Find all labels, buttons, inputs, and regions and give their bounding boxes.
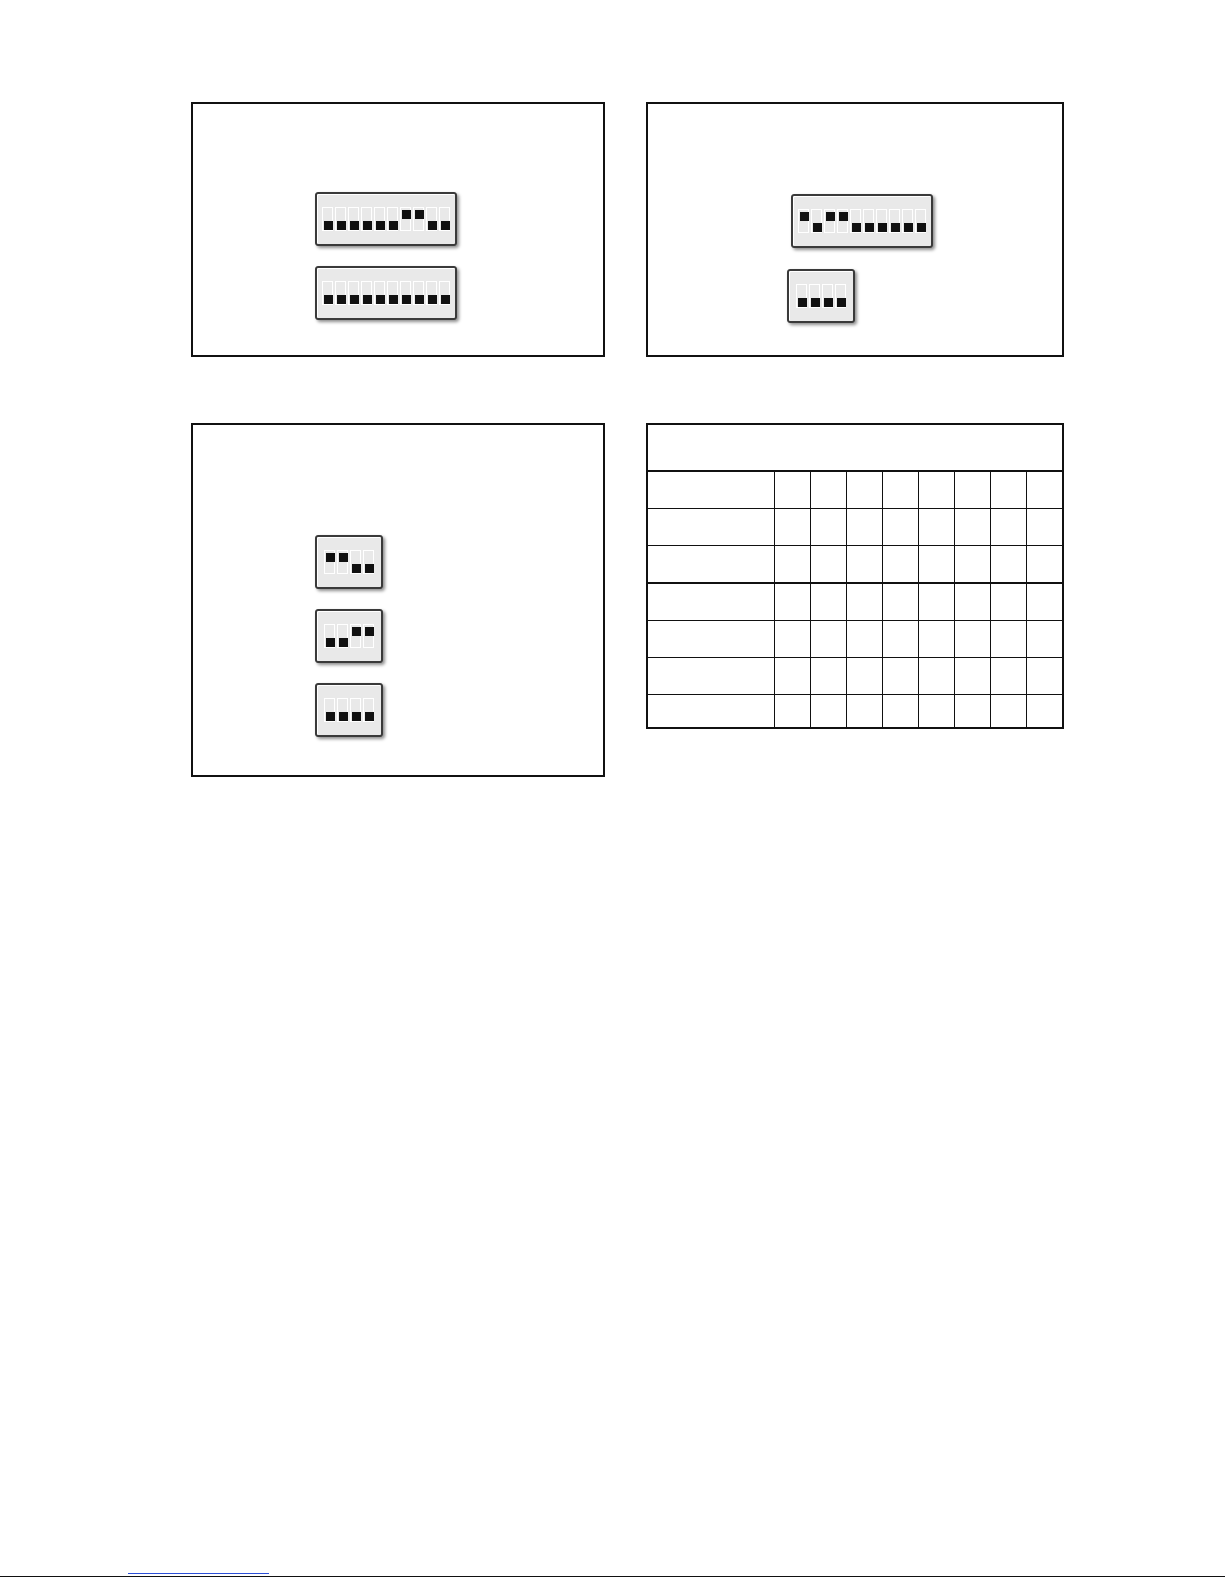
switch-knob	[878, 223, 887, 232]
dip-switch-4d[interactable]	[315, 683, 383, 737]
switch-slot[interactable]	[809, 284, 820, 308]
table-cell	[775, 583, 811, 621]
panel-top-left	[191, 102, 605, 357]
switch-knob	[865, 223, 874, 232]
switch-slot[interactable]	[387, 207, 398, 231]
switch-slot[interactable]	[426, 207, 437, 231]
table-cell	[846, 509, 882, 546]
table-cell	[954, 658, 990, 695]
switch-knob	[326, 553, 335, 562]
switch-knob	[826, 212, 835, 221]
switch-knob	[428, 295, 437, 304]
switch-knob	[441, 221, 450, 230]
table-cell	[775, 471, 811, 509]
switch-slot[interactable]	[426, 281, 437, 305]
dip-switch-4b[interactable]	[315, 535, 383, 589]
switch-knob	[326, 638, 335, 647]
switch-slot[interactable]	[439, 281, 450, 305]
switch-knob	[904, 223, 913, 232]
switch-slot[interactable]	[337, 698, 348, 722]
table-cell	[648, 509, 775, 546]
switch-knob	[365, 712, 374, 721]
switch-slot[interactable]	[798, 209, 809, 233]
table-cell	[810, 471, 846, 509]
switch-knob	[839, 212, 848, 221]
table-row	[648, 546, 1062, 584]
table-row	[648, 621, 1062, 658]
table-cell	[1026, 583, 1062, 621]
switch-knob	[352, 564, 361, 573]
table-cell	[810, 658, 846, 695]
table-cell	[648, 695, 775, 728]
switch-knob	[824, 298, 833, 307]
table-cell	[990, 471, 1026, 509]
table-row	[648, 583, 1062, 621]
switch-slot[interactable]	[837, 209, 848, 233]
dip-switch-10b[interactable]	[315, 266, 457, 320]
table-cell	[846, 583, 882, 621]
switch-slot[interactable]	[387, 281, 398, 305]
switch-knob	[891, 223, 900, 232]
table-cell	[775, 695, 811, 728]
switch-slot[interactable]	[350, 698, 361, 722]
switch-knob	[376, 295, 385, 304]
switch-slot[interactable]	[439, 207, 450, 231]
table-row	[648, 471, 1062, 509]
table-cell	[1026, 658, 1062, 695]
panel-bottom-left	[191, 423, 605, 777]
switch-slot[interactable]	[863, 209, 874, 233]
panel-top-right	[646, 102, 1064, 357]
switch-slot[interactable]	[322, 281, 333, 305]
switch-slot[interactable]	[811, 209, 822, 233]
switch-knob	[811, 298, 820, 307]
table-cell	[882, 621, 918, 658]
dip-switch-4c[interactable]	[315, 609, 383, 663]
table-cell	[954, 509, 990, 546]
switch-slot[interactable]	[363, 550, 374, 574]
switch-slot[interactable]	[902, 209, 913, 233]
switch-knob	[428, 221, 437, 230]
switch-knob	[339, 638, 348, 647]
switch-knob	[339, 553, 348, 562]
table-cell	[990, 546, 1026, 584]
switch-knob	[337, 221, 346, 230]
switch-slot[interactable]	[363, 624, 374, 648]
table-cell	[846, 658, 882, 695]
switch-knob	[352, 712, 361, 721]
switch-knob	[415, 210, 424, 219]
table-cell	[882, 658, 918, 695]
table-cell	[918, 546, 954, 584]
table-cell	[990, 658, 1026, 695]
table-cell	[918, 509, 954, 546]
table-cell	[918, 658, 954, 695]
table-cell	[810, 621, 846, 658]
table-cell	[810, 583, 846, 621]
switch-slot[interactable]	[400, 281, 411, 305]
switch-knob	[402, 295, 411, 304]
switch-knob	[852, 223, 861, 232]
table-cell	[954, 546, 990, 584]
switch-slot[interactable]	[361, 281, 372, 305]
switch-slot[interactable]	[337, 624, 348, 648]
table-cell	[648, 546, 775, 584]
switch-slot[interactable]	[350, 550, 361, 574]
dip-switch-4a[interactable]	[787, 269, 855, 323]
switch-slot[interactable]	[350, 624, 361, 648]
switch-slot[interactable]	[335, 207, 346, 231]
settings-table	[646, 423, 1064, 729]
switch-slot[interactable]	[374, 207, 385, 231]
switch-knob	[389, 221, 398, 230]
switch-knob	[798, 298, 807, 307]
table-row	[648, 509, 1062, 546]
switch-knob	[324, 295, 333, 304]
table-cell	[990, 695, 1026, 728]
switch-slot[interactable]	[374, 281, 385, 305]
switch-knob	[389, 295, 398, 304]
table-cell	[846, 621, 882, 658]
dip-switch-10c[interactable]	[791, 194, 933, 248]
switch-slot[interactable]	[915, 209, 926, 233]
switch-knob	[350, 221, 359, 230]
table-cell	[882, 583, 918, 621]
footer-rule	[0, 1576, 1225, 1577]
footer-link-underline[interactable]	[128, 1573, 269, 1574]
switch-knob	[363, 295, 372, 304]
switch-knob	[376, 221, 385, 230]
table-cell	[1026, 471, 1062, 509]
switch-slot[interactable]	[361, 207, 372, 231]
table-cell	[846, 546, 882, 584]
table-cell	[648, 658, 775, 695]
switch-knob	[813, 223, 822, 232]
table-cell	[1026, 546, 1062, 584]
table-cell	[954, 621, 990, 658]
table-cell	[810, 546, 846, 584]
switch-knob	[350, 295, 359, 304]
switch-knob	[363, 221, 372, 230]
table-cell	[990, 583, 1026, 621]
table-cell	[810, 695, 846, 728]
switch-slot[interactable]	[413, 207, 424, 231]
table-row	[648, 658, 1062, 695]
switch-slot[interactable]	[348, 281, 359, 305]
switch-knob	[917, 223, 926, 232]
switch-slot[interactable]	[400, 207, 411, 231]
switch-knob	[800, 212, 809, 221]
table-cell	[775, 509, 811, 546]
table-cell	[882, 471, 918, 509]
switch-slot[interactable]	[348, 207, 359, 231]
switch-slot[interactable]	[876, 209, 887, 233]
table-cell	[918, 471, 954, 509]
switch-slot[interactable]	[850, 209, 861, 233]
switch-knob	[326, 712, 335, 721]
switch-slot[interactable]	[337, 550, 348, 574]
table-row	[648, 695, 1062, 728]
switch-knob	[415, 295, 424, 304]
dip-switch-10a[interactable]	[315, 192, 457, 246]
table-cell	[954, 471, 990, 509]
settings-grid	[648, 470, 1062, 727]
table-cell	[1026, 695, 1062, 728]
switch-knob	[337, 295, 346, 304]
table-cell	[990, 621, 1026, 658]
switch-knob	[441, 295, 450, 304]
switch-slot[interactable]	[322, 207, 333, 231]
switch-knob	[837, 298, 846, 307]
table-cell	[882, 695, 918, 728]
switch-slot[interactable]	[835, 284, 846, 308]
table-cell	[648, 471, 775, 509]
table-cell	[954, 583, 990, 621]
table-cell	[1026, 621, 1062, 658]
switch-knob	[365, 564, 374, 573]
table-cell	[954, 695, 990, 728]
table-cell	[775, 658, 811, 695]
switch-slot[interactable]	[363, 698, 374, 722]
switch-slot[interactable]	[413, 281, 424, 305]
switch-knob	[324, 221, 333, 230]
table-cell	[648, 621, 775, 658]
switch-slot[interactable]	[335, 281, 346, 305]
table-cell	[882, 546, 918, 584]
switch-knob	[352, 627, 361, 636]
switch-slot[interactable]	[324, 550, 335, 574]
switch-slot[interactable]	[889, 209, 900, 233]
switch-slot[interactable]	[822, 284, 833, 308]
switch-knob	[339, 712, 348, 721]
switch-knob	[365, 627, 374, 636]
switch-slot[interactable]	[824, 209, 835, 233]
table-cell	[918, 621, 954, 658]
table-cell	[846, 471, 882, 509]
table-cell	[775, 621, 811, 658]
table-cell	[918, 583, 954, 621]
switch-slot[interactable]	[796, 284, 807, 308]
table-cell	[1026, 509, 1062, 546]
table-cell	[648, 583, 775, 621]
table-cell	[882, 509, 918, 546]
switch-knob	[402, 210, 411, 219]
switch-slot[interactable]	[324, 624, 335, 648]
table-cell	[918, 695, 954, 728]
table-cell	[775, 546, 811, 584]
table-cell	[846, 695, 882, 728]
switch-slot[interactable]	[324, 698, 335, 722]
table-cell	[990, 509, 1026, 546]
table-cell	[810, 509, 846, 546]
